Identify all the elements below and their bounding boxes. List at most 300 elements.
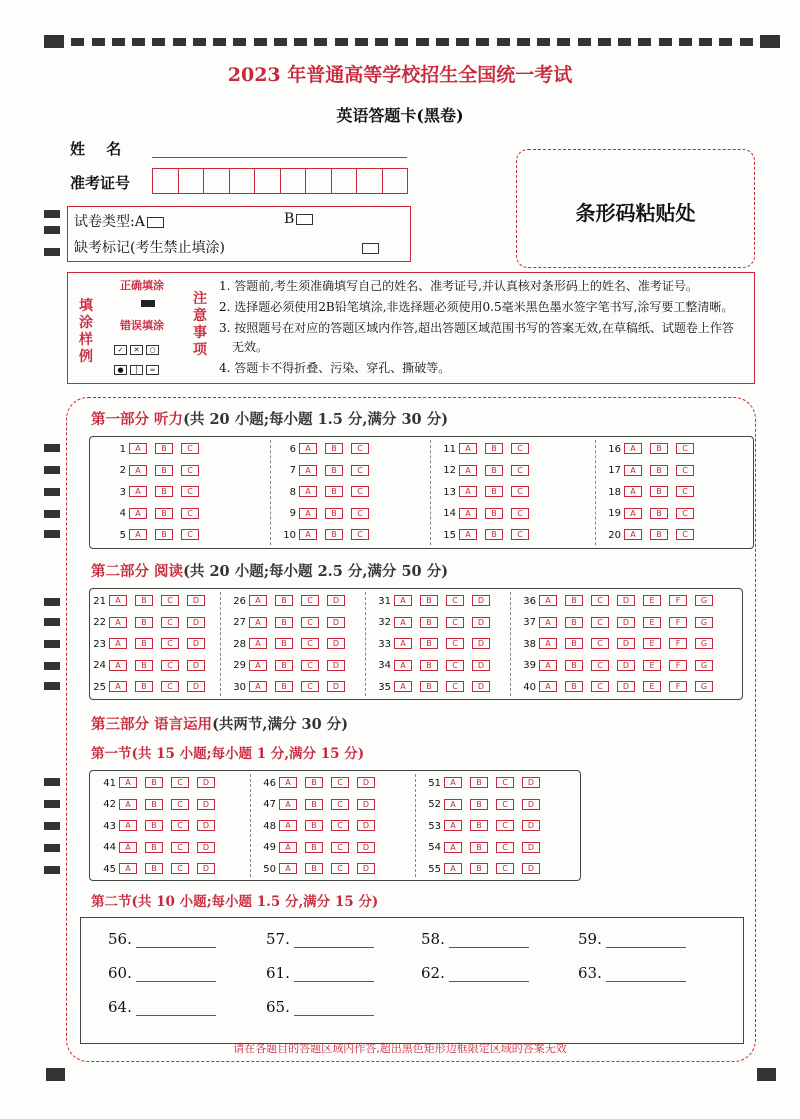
option-bubble[interactable]: E xyxy=(643,681,661,692)
question-number: 39 xyxy=(523,660,536,671)
option-bubble[interactable]: C xyxy=(181,529,199,540)
option-bubble[interactable]: A xyxy=(539,617,557,628)
option-bubble[interactable]: D xyxy=(357,777,375,788)
option-bubble[interactable]: B xyxy=(155,465,173,476)
written-answer-line[interactable] xyxy=(606,933,686,948)
option-bubble[interactable]: G xyxy=(695,681,713,692)
option-bubble[interactable]: B xyxy=(650,443,668,454)
option-bubble[interactable]: B xyxy=(485,465,503,476)
question-number: 16 xyxy=(608,443,621,455)
option-bubble[interactable]: B xyxy=(145,799,163,810)
option-bubble[interactable]: A xyxy=(249,617,267,628)
option-bubble[interactable]: A xyxy=(624,486,642,497)
note-item: 1. 答题前,考生须准确填写自己的姓名、准考证号,并认真核对条形码上的姓名、准考证号。 xyxy=(219,279,698,293)
option-bubble[interactable]: G xyxy=(695,617,713,628)
option-bubble[interactable]: C xyxy=(496,799,514,810)
option-bubble[interactable]: C xyxy=(591,638,609,649)
option-bubble[interactable]: A xyxy=(129,465,147,476)
option-bubble[interactable]: A xyxy=(394,660,412,671)
option-bubble[interactable]: A xyxy=(444,777,462,788)
option-bubble[interactable]: D xyxy=(197,820,215,831)
option-bubble[interactable]: A xyxy=(624,529,642,540)
option-bubble[interactable]: A xyxy=(119,863,137,874)
option-bubble[interactable]: A xyxy=(279,777,297,788)
option-bubble[interactable]: B xyxy=(325,465,343,476)
question-number: 22 xyxy=(93,617,106,628)
option-bubble[interactable]: A xyxy=(394,681,412,692)
option-bubble[interactable]: C xyxy=(331,777,349,788)
option-bubble[interactable]: A xyxy=(119,820,137,831)
side-mark xyxy=(44,662,60,670)
option-bubble[interactable]: D xyxy=(187,660,205,671)
question-row xyxy=(230,660,353,672)
option-bubble[interactable]: E xyxy=(643,660,661,671)
option-bubble[interactable]: C xyxy=(591,660,609,671)
option-bubble[interactable]: D xyxy=(472,638,490,649)
option-bubble[interactable]: C xyxy=(496,777,514,788)
option-bubble[interactable]: A xyxy=(459,529,477,540)
option-bubble[interactable]: C xyxy=(446,595,464,606)
option-bubble[interactable]: C xyxy=(301,595,319,606)
option-bubble[interactable]: F xyxy=(669,617,687,628)
option-bubble[interactable]: A xyxy=(279,799,297,810)
option-bubble[interactable]: C xyxy=(301,660,319,671)
option-bubble[interactable]: D xyxy=(617,595,635,606)
option-bubble[interactable]: B xyxy=(325,508,343,519)
option-bubble[interactable]: A xyxy=(539,681,557,692)
written-answer-number: 63. xyxy=(578,964,602,982)
option-bubble[interactable]: A xyxy=(109,638,127,649)
question-number: 31 xyxy=(378,595,391,607)
option-bubble[interactable]: B xyxy=(155,529,173,540)
option-bubble[interactable]: B xyxy=(485,508,503,519)
option-bubble[interactable]: C xyxy=(351,529,369,540)
option-bubble[interactable]: C xyxy=(511,508,529,519)
question-number: 19 xyxy=(608,508,621,519)
side-mark xyxy=(44,226,60,234)
written-answer-number: 58. xyxy=(421,930,445,948)
option-bubble[interactable]: G xyxy=(695,595,713,606)
top-timing-marks xyxy=(44,37,780,46)
option-bubble[interactable]: B xyxy=(485,443,503,454)
option-bubble[interactable]: C xyxy=(676,508,694,519)
option-bubble[interactable]: B xyxy=(275,595,293,606)
option-bubble[interactable]: C xyxy=(331,820,349,831)
question-number: 40 xyxy=(523,681,536,693)
option-bubble[interactable]: B xyxy=(470,842,488,853)
question-row xyxy=(230,595,353,607)
question-row xyxy=(425,799,548,811)
question-number: 29 xyxy=(233,660,246,671)
question-row xyxy=(605,443,702,455)
option-bubble[interactable]: B xyxy=(470,799,488,810)
option-bubble[interactable]: B xyxy=(305,842,323,853)
option-bubble[interactable]: B xyxy=(420,638,438,649)
option-bubble[interactable]: C xyxy=(161,660,179,671)
option-bubble[interactable]: D xyxy=(197,842,215,853)
question-row xyxy=(90,617,213,629)
option-bubble[interactable]: G xyxy=(695,638,713,649)
option-bubble[interactable]: A xyxy=(279,820,297,831)
option-bubble[interactable]: B xyxy=(485,529,503,540)
paper-type-a-checkbox[interactable] xyxy=(147,217,164,228)
option-bubble[interactable]: A xyxy=(539,638,557,649)
option-bubble[interactable]: B xyxy=(135,617,153,628)
option-bubble[interactable]: D xyxy=(617,638,635,649)
option-bubble[interactable]: A xyxy=(299,529,317,540)
option-bubble[interactable]: C xyxy=(161,595,179,606)
written-answer-line[interactable] xyxy=(294,1001,374,1016)
option-bubble[interactable]: B xyxy=(325,529,343,540)
question-row xyxy=(100,777,223,789)
option-bubble[interactable]: A xyxy=(249,681,267,692)
option-bubble[interactable]: A xyxy=(394,595,412,606)
side-mark xyxy=(44,210,60,218)
option-bubble[interactable]: D xyxy=(197,799,215,810)
option-bubble[interactable]: C xyxy=(161,681,179,692)
option-bubble[interactable]: D xyxy=(187,638,205,649)
written-answer-number: 60. xyxy=(108,964,132,982)
option-bubble[interactable]: A xyxy=(129,443,147,454)
question-number: 48 xyxy=(263,820,276,832)
option-bubble[interactable]: D xyxy=(617,681,635,692)
option-bubble[interactable]: F xyxy=(669,595,687,606)
question-row xyxy=(280,486,377,498)
option-bubble[interactable]: D xyxy=(522,842,540,853)
question-row xyxy=(230,681,353,693)
option-bubble[interactable]: C xyxy=(496,820,514,831)
written-answer-item xyxy=(421,930,529,948)
question-number: 47 xyxy=(263,799,276,810)
section3-title: 第三部分 语言运用(共两节,满分 30 分) xyxy=(91,716,349,733)
option-bubble[interactable]: D xyxy=(187,617,205,628)
option-bubble[interactable]: B xyxy=(650,465,668,476)
option-bubble[interactable]: A xyxy=(119,842,137,853)
option-bubble[interactable]: B xyxy=(145,842,163,853)
option-bubble[interactable]: D xyxy=(187,595,205,606)
written-answer-line[interactable] xyxy=(294,933,374,948)
option-bubble[interactable]: B xyxy=(325,443,343,454)
written-answer-line[interactable] xyxy=(136,1001,216,1016)
option-bubble[interactable]: B xyxy=(650,508,668,519)
option-bubble[interactable]: D xyxy=(357,799,375,810)
column-divider xyxy=(365,592,366,696)
option-bubble[interactable]: D xyxy=(327,595,345,606)
option-bubble[interactable]: B xyxy=(565,638,583,649)
question-number: 21 xyxy=(93,595,106,607)
option-bubble[interactable]: C xyxy=(171,799,189,810)
option-bubble[interactable]: A xyxy=(394,638,412,649)
option-bubble[interactable]: C xyxy=(446,660,464,671)
option-bubble[interactable]: B xyxy=(305,777,323,788)
question-row xyxy=(100,799,223,811)
option-bubble[interactable]: C xyxy=(331,842,349,853)
option-bubble[interactable]: F xyxy=(669,638,687,649)
option-bubble[interactable]: D xyxy=(187,681,205,692)
option-bubble[interactable]: A xyxy=(459,508,477,519)
option-bubble[interactable]: D xyxy=(522,863,540,874)
option-bubble[interactable]: B xyxy=(275,660,293,671)
question-row xyxy=(440,508,537,520)
option-bubble[interactable]: C xyxy=(676,465,694,476)
option-bubble[interactable]: A xyxy=(279,842,297,853)
option-bubble[interactable]: B xyxy=(275,617,293,628)
option-bubble[interactable]: C xyxy=(171,777,189,788)
paper-type-box xyxy=(67,206,411,262)
option-bubble[interactable]: B xyxy=(650,486,668,497)
option-bubble[interactable]: B xyxy=(135,638,153,649)
option-bubble[interactable]: D xyxy=(327,681,345,692)
option-bubble[interactable]: B xyxy=(565,595,583,606)
option-bubble[interactable]: A xyxy=(444,820,462,831)
option-bubble[interactable]: C xyxy=(351,508,369,519)
option-bubble[interactable]: A xyxy=(539,660,557,671)
option-bubble[interactable]: C xyxy=(331,799,349,810)
option-bubble[interactable]: C xyxy=(181,486,199,497)
option-bubble[interactable]: C xyxy=(676,529,694,540)
option-bubble[interactable]: C xyxy=(301,617,319,628)
option-bubble[interactable]: B xyxy=(470,777,488,788)
option-bubble[interactable]: C xyxy=(511,443,529,454)
notes-title: 注意事项 xyxy=(193,291,207,358)
written-answer-number: 64. xyxy=(108,998,132,1016)
wrong-fill-marks-2-icon: ● │ ═ xyxy=(114,359,162,378)
option-bubble[interactable]: D xyxy=(357,863,375,874)
id-number-boxes[interactable] xyxy=(152,168,408,194)
option-bubble[interactable]: C xyxy=(676,443,694,454)
option-bubble[interactable]: C xyxy=(301,638,319,649)
option-bubble[interactable]: D xyxy=(617,617,635,628)
option-bubble[interactable]: C xyxy=(511,529,529,540)
written-answer-line[interactable] xyxy=(136,967,216,982)
option-bubble[interactable]: C xyxy=(446,638,464,649)
option-bubble[interactable]: B xyxy=(420,660,438,671)
option-bubble[interactable]: C xyxy=(446,617,464,628)
option-bubble[interactable]: C xyxy=(331,863,349,874)
written-answer-number: 56. xyxy=(108,930,132,948)
option-bubble[interactable]: D xyxy=(327,638,345,649)
option-bubble[interactable]: D xyxy=(357,820,375,831)
option-bubble[interactable]: C xyxy=(181,465,199,476)
question-number: 33 xyxy=(378,638,391,650)
option-bubble[interactable]: B xyxy=(565,681,583,692)
cloze-grid xyxy=(89,770,581,881)
question-number: 7 xyxy=(289,465,296,476)
written-answer-line[interactable] xyxy=(449,933,529,948)
option-bubble[interactable]: A xyxy=(539,595,557,606)
option-bubble[interactable]: C xyxy=(591,617,609,628)
written-answer-item xyxy=(108,930,216,948)
question-row xyxy=(375,638,498,650)
question-number: 37 xyxy=(523,617,536,628)
option-bubble[interactable]: A xyxy=(444,799,462,810)
option-bubble[interactable]: F xyxy=(669,660,687,671)
question-row xyxy=(375,617,498,629)
side-mark xyxy=(44,466,60,474)
option-bubble[interactable]: D xyxy=(522,777,540,788)
option-bubble[interactable]: D xyxy=(472,595,490,606)
option-bubble[interactable]: D xyxy=(472,617,490,628)
option-bubble[interactable]: A xyxy=(109,681,127,692)
option-bubble[interactable]: A xyxy=(129,486,147,497)
option-bubble[interactable]: D xyxy=(327,617,345,628)
option-bubble[interactable]: B xyxy=(135,595,153,606)
written-answer-line[interactable] xyxy=(449,967,529,982)
option-bubble[interactable]: D xyxy=(197,863,215,874)
option-bubble[interactable]: D xyxy=(522,820,540,831)
question-number: 15 xyxy=(443,529,456,541)
option-bubble[interactable]: B xyxy=(305,863,323,874)
question-number: 4 xyxy=(119,508,126,519)
option-bubble[interactable]: C xyxy=(161,638,179,649)
option-bubble[interactable]: C xyxy=(496,863,514,874)
option-bubble[interactable]: A xyxy=(249,638,267,649)
option-bubble[interactable]: A xyxy=(459,486,477,497)
option-bubble[interactable]: C xyxy=(351,465,369,476)
question-row xyxy=(375,595,498,607)
written-answer-line[interactable] xyxy=(294,967,374,982)
option-bubble[interactable]: B xyxy=(155,508,173,519)
option-bubble[interactable]: B xyxy=(325,486,343,497)
option-bubble[interactable]: C xyxy=(511,465,529,476)
option-bubble[interactable]: A xyxy=(109,617,127,628)
option-bubble[interactable]: A xyxy=(129,529,147,540)
option-bubble[interactable]: C xyxy=(591,681,609,692)
option-bubble[interactable]: F xyxy=(669,681,687,692)
option-bubble[interactable]: D xyxy=(522,799,540,810)
option-bubble[interactable]: A xyxy=(109,595,127,606)
option-bubble[interactable]: A xyxy=(624,508,642,519)
option-bubble[interactable]: C xyxy=(446,681,464,692)
question-number: 49 xyxy=(263,842,276,853)
side-mark xyxy=(44,488,60,496)
option-bubble[interactable]: C xyxy=(181,508,199,519)
option-bubble[interactable]: D xyxy=(357,842,375,853)
side-mark xyxy=(44,778,60,786)
option-bubble[interactable]: B xyxy=(145,863,163,874)
option-bubble[interactable]: C xyxy=(161,617,179,628)
option-bubble[interactable]: C xyxy=(181,443,199,454)
option-bubble[interactable]: C xyxy=(351,486,369,497)
option-bubble[interactable]: B xyxy=(565,617,583,628)
side-mark xyxy=(44,640,60,648)
option-bubble[interactable]: B xyxy=(420,595,438,606)
option-bubble[interactable]: D xyxy=(327,660,345,671)
question-row xyxy=(260,863,383,875)
option-bubble[interactable]: C xyxy=(171,820,189,831)
option-bubble[interactable]: C xyxy=(301,681,319,692)
option-bubble[interactable]: B xyxy=(485,486,503,497)
option-bubble[interactable]: E xyxy=(643,595,661,606)
correct-fill-label: 正确填涂 xyxy=(120,279,164,292)
written-answer-item xyxy=(266,998,374,1016)
note-item: 2. 选择题必须使用2B铅笔填涂,非选择题必须使用0.5毫米黑色墨水签字笔书写,涂写要工整清晰。 xyxy=(219,300,734,314)
option-bubble[interactable]: C xyxy=(591,595,609,606)
option-bubble[interactable]: B xyxy=(305,820,323,831)
option-bubble[interactable]: B xyxy=(305,799,323,810)
option-bubble[interactable]: B xyxy=(470,820,488,831)
question-row xyxy=(375,681,498,693)
option-bubble[interactable]: B xyxy=(155,486,173,497)
option-bubble[interactable]: A xyxy=(299,465,317,476)
option-bubble[interactable]: B xyxy=(145,777,163,788)
reading-grid xyxy=(89,588,743,700)
option-bubble[interactable]: B xyxy=(155,443,173,454)
option-bubble[interactable]: A xyxy=(459,465,477,476)
question-row xyxy=(425,820,548,832)
option-bubble[interactable]: C xyxy=(171,842,189,853)
column-divider xyxy=(595,440,596,545)
option-bubble[interactable]: C xyxy=(351,443,369,454)
option-bubble[interactable]: G xyxy=(695,660,713,671)
question-row xyxy=(440,529,537,541)
option-bubble[interactable]: B xyxy=(420,617,438,628)
option-bubble[interactable]: D xyxy=(472,681,490,692)
option-bubble[interactable]: B xyxy=(135,681,153,692)
option-bubble[interactable]: A xyxy=(444,842,462,853)
absent-checkbox[interactable] xyxy=(362,243,379,254)
question-row xyxy=(520,595,721,607)
option-bubble[interactable]: E xyxy=(643,617,661,628)
option-bubble[interactable]: A xyxy=(444,863,462,874)
option-bubble[interactable]: A xyxy=(394,617,412,628)
column-divider xyxy=(510,592,511,696)
paper-type-b-checkbox[interactable] xyxy=(296,214,313,225)
question-row xyxy=(280,508,377,520)
question-row xyxy=(520,638,721,650)
option-bubble[interactable]: A xyxy=(279,863,297,874)
option-bubble[interactable]: B xyxy=(565,660,583,671)
option-bubble[interactable]: B xyxy=(145,820,163,831)
option-bubble[interactable]: B xyxy=(650,529,668,540)
option-bubble[interactable]: A xyxy=(299,486,317,497)
option-bubble[interactable]: D xyxy=(197,777,215,788)
written-answer-line[interactable] xyxy=(136,933,216,948)
option-bubble[interactable]: C xyxy=(171,863,189,874)
written-answer-number: 62. xyxy=(421,964,445,982)
side-mark xyxy=(44,248,60,256)
option-bubble[interactable]: A xyxy=(624,465,642,476)
question-row xyxy=(440,486,537,498)
option-bubble[interactable]: A xyxy=(109,660,127,671)
written-answer-line[interactable] xyxy=(606,967,686,982)
question-row xyxy=(100,863,223,875)
option-bubble[interactable]: A xyxy=(459,443,477,454)
option-bubble[interactable]: B xyxy=(470,863,488,874)
option-bubble[interactable]: B xyxy=(420,681,438,692)
option-bubble[interactable]: A xyxy=(119,777,137,788)
option-bubble[interactable]: B xyxy=(135,660,153,671)
option-bubble[interactable]: D xyxy=(617,660,635,671)
absent-label: 缺考标记(考生禁止填涂) xyxy=(74,240,225,256)
option-bubble[interactable]: E xyxy=(643,638,661,649)
option-bubble[interactable]: A xyxy=(119,799,137,810)
option-bubble[interactable]: C xyxy=(496,842,514,853)
name-field[interactable] xyxy=(152,157,407,158)
option-bubble[interactable]: C xyxy=(676,486,694,497)
option-bubble[interactable]: D xyxy=(472,660,490,671)
option-bubble[interactable]: A xyxy=(129,508,147,519)
option-bubble[interactable]: A xyxy=(299,443,317,454)
option-bubble[interactable]: A xyxy=(249,660,267,671)
option-bubble[interactable]: B xyxy=(275,638,293,649)
question-number: 26 xyxy=(233,595,246,607)
option-bubble[interactable]: C xyxy=(511,486,529,497)
option-bubble[interactable]: A xyxy=(249,595,267,606)
option-bubble[interactable]: A xyxy=(299,508,317,519)
option-bubble[interactable]: B xyxy=(275,681,293,692)
option-bubble[interactable]: A xyxy=(624,443,642,454)
